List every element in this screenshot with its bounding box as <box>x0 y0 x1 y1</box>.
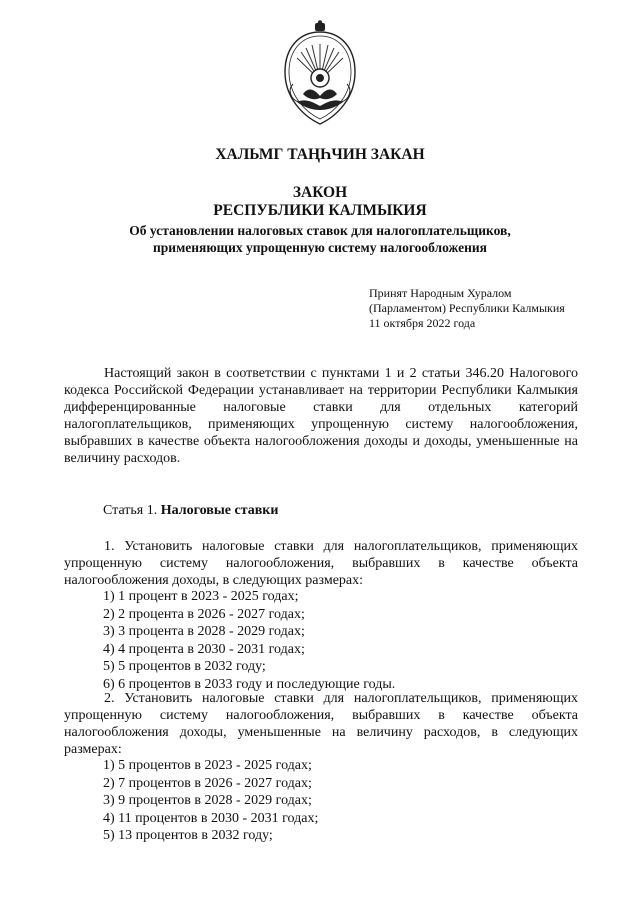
clause-1-rates-list <box>103 588 395 694</box>
adoption-line-2: (Парламентом) Республики Калмыкия <box>369 301 565 315</box>
list-item: 3) 9 процентов в 2028 - 2029 годах; <box>103 793 312 809</box>
coat-of-arms-emblem <box>273 20 367 130</box>
list-item: 4) 11 процентов в 2030 - 2031 годах; <box>103 810 319 826</box>
clause-2-paragraph: 2. Установить налоговые ставки для налогоплательщиков, применяющих упрощенную систему налогообложения, выбравших в качестве объекта налогообложения доходы, уменьшенные на величину расходов, в следующих размерах: <box>64 691 578 757</box>
adoption-note <box>369 286 609 331</box>
list-item: 4) 4 процента в 2030 - 2031 годах; <box>103 641 305 657</box>
adoption-line-3: 11 октября 2022 года <box>369 316 476 330</box>
preamble-paragraph: Настоящий закон в соответствии с пунктами 1 и 2 статьи 346.20 Налогового кодекса Российской Федерации устанавливает на территории Республики Калмыкия дифференцированные налоговые ставки для отдельных категорий налогоплательщиков, применяющих упрощенную систему налогообложения, выбравших в качестве объекта налогообложения доходы и доходы, уменьшенные на величину расходов. <box>64 366 578 466</box>
adoption-line-1: Принят Народным Хуралом <box>369 286 512 300</box>
list-item: 3) 3 процента в 2028 - 2029 годах; <box>103 624 305 640</box>
article-1-heading <box>103 503 278 519</box>
clause-2-rates-list <box>103 757 318 845</box>
list-item: 1) 1 процент в 2023 - 2025 годах; <box>103 589 299 604</box>
title-republic: РЕСПУБЛИКИ КАЛМЫКИЯ <box>213 202 427 219</box>
subtitle-line-1: Об установлении налоговых ставок для налогоплательщиков, <box>129 223 511 238</box>
list-item: 1) 5 процентов в 2023 - 2025 годах; <box>103 758 312 773</box>
clause-1-paragraph: 1. Установить налоговые ставки для налогоплательщиков, применяющих упрощенную систему налогообложения, выбравших в качестве объекта налогообложения доходы, в следующих размерах: <box>64 539 578 588</box>
article-1-title: Налоговые ставки <box>160 503 279 518</box>
list-item: 2) 2 процента в 2026 - 2027 годах; <box>103 606 305 622</box>
list-item: 2) 7 процентов в 2026 - 2027 годах; <box>103 775 312 791</box>
list-item: 5) 5 процентов в 2032 году; <box>103 659 266 675</box>
subtitle-line-2: применяющих упрощенную систему налогообложения <box>153 240 487 255</box>
title-law: ЗАКОН <box>292 184 348 201</box>
list-item: 6) 6 процентов в 2033 году и последующие годы. <box>103 676 396 692</box>
title-native: ХАЛЬМГ ТАҢҺЧИН ЗАКАН <box>215 146 425 163</box>
article-1-prefix: Статья 1. <box>103 503 158 518</box>
list-item: 5) 13 процентов в 2032 году; <box>103 828 273 844</box>
